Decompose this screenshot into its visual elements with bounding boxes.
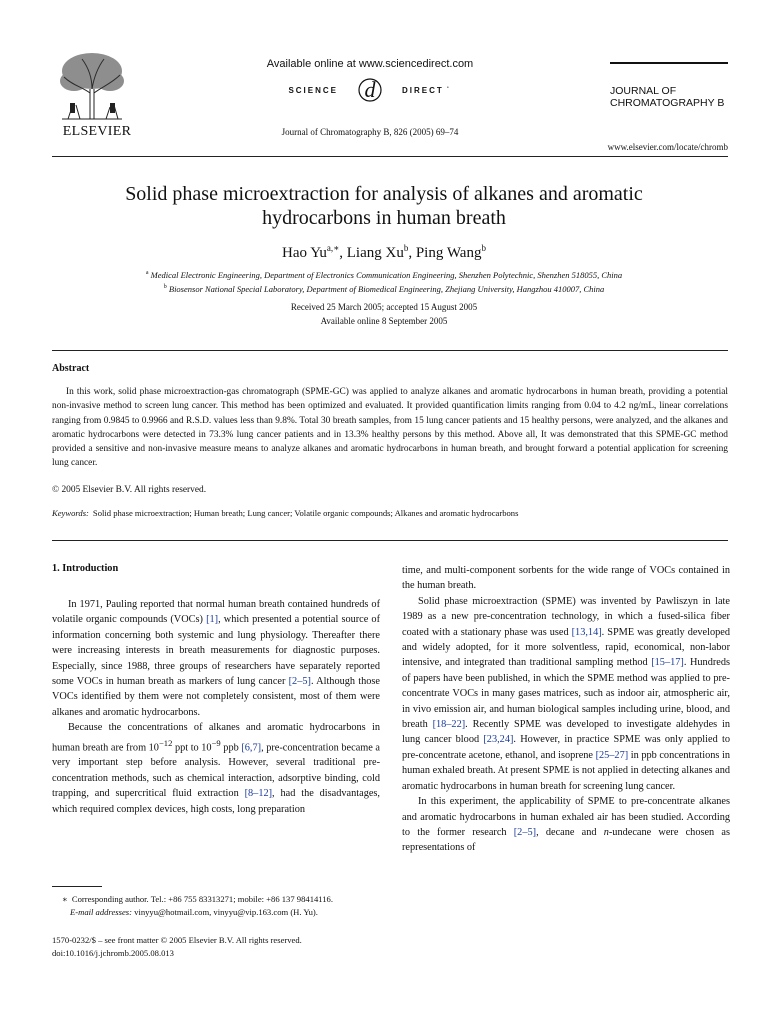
paragraph-text: . SPME was greatly developed and widely adopted, for it more solventless, rapid, economical, non-labor intensive, and integrated than traditional sampling method: [402, 626, 731, 669]
email-addresses[interactable]: vinyyu@hotmail.com, vinyyu@vip.163.com (H. Yu).: [134, 907, 318, 917]
paragraph-text: Solid phase microextraction (SPME) was invented by Pawliszyn in late 1989 as a new pre-concentration technology, in which a fused-silica fiber coated with a stationary phase was used: [402, 595, 730, 638]
intro-paragraph-2-continued: time, and multi-component sorbents for the wide range of VOCs contained in the human breath.: [402, 565, 730, 592]
author-list: [60, 243, 708, 262]
article-title: [60, 182, 708, 230]
journal-citation: Journal of Chromatography B, 826 (2005) 69–74: [281, 127, 459, 137]
intro-paragraph-4: [402, 794, 730, 856]
email-line: [52, 906, 392, 919]
citation-link[interactable]: [15–17]: [651, 657, 684, 669]
sciencedirect-logo: [270, 76, 470, 106]
citation-link[interactable]: [6,7]: [241, 742, 262, 754]
paragraph-text: ppb: [220, 742, 242, 754]
abstract-copyright: © 2005 Elsevier B.V. All rights reserved.: [52, 485, 207, 495]
publisher-name: ELSEVIER: [62, 124, 132, 139]
italic-n: n: [603, 826, 609, 838]
footnote: [52, 893, 392, 919]
title-line1: Solid phase microextraction for analysis of alkanes and aromatic: [125, 183, 643, 205]
citation-link[interactable]: [1]: [206, 614, 219, 626]
keywords: [52, 508, 728, 518]
corresponding-author: [52, 893, 392, 906]
journal-name: [610, 85, 740, 109]
front-matter-info: [52, 934, 302, 960]
elsevier-tree-logo: [52, 47, 132, 127]
available-online-date: Available online 8 September 2005: [320, 316, 448, 326]
abstract-heading: Abstract: [52, 363, 90, 374]
issn-line: 1570-0232/$ – see front matter © 2005 Elsevier B.V. All rights reserved.: [52, 935, 302, 945]
author-affiliation-mark[interactable]: a,∗: [326, 243, 340, 253]
citation-link[interactable]: [8–12]: [244, 788, 273, 800]
paragraph-text: . However, in practice SPME was only applied to pre-concentrate acetone, ethanol, and isoprene: [402, 734, 730, 761]
affiliation-mark: a: [145, 270, 149, 277]
footnote-rule: [52, 886, 102, 887]
paragraph-text: ppt to 10: [172, 742, 212, 754]
footnote-star: ∗: [62, 894, 68, 904]
paragraph-text: In this experiment, the applicability of SPME to pre-concentrate alkanes and aromatic hydrocarbons in human exhaled air has been studied. According to the former research: [402, 796, 730, 838]
author-name: Ping Wang: [415, 245, 482, 261]
affiliation-a: [60, 270, 708, 280]
affiliation-text: Medical Electronic Engineering, Department of Electronics Communication Engineering, Shenzhen Polytechnic, Shenzhen 518055, China: [150, 270, 623, 280]
intro-paragraph-1: [52, 597, 380, 720]
intro-paragraph-3: [402, 594, 730, 794]
exponent: −9: [211, 737, 221, 748]
sciencedirect-left: SCIENCE: [288, 86, 338, 95]
author-name: Hao Yu: [282, 245, 327, 261]
citation-link[interactable]: [25–27]: [595, 749, 629, 761]
author-separator: ,: [408, 245, 416, 261]
abstract-body: In this work, solid phase microextraction-gas chromatograph (SPME-GC) was applied to analyze alkanes and aromatic hydrocarbons in human breath, providing a potential non-invasive method to screen lung cancer. This method has been optimized and evaluated. It provided quantification limits ranging from 0.04 to 4.2 ng/mL, linear correlations ranging from 0.9845 to 0.9966 and R.S.D. values less than 9.8%. Total 30 breath samples, from 15 lung cancer patients and 15 healthy persons, were analyzed, and the alkanes and aromatic hydrocarbons were detected in 73.3% lung cancer patients and in 13.3% healthy persons by this method. Above all, It was demonstrated that this SPME-GC method provided a sensitive and non-invasive measure means to analyze alkanes and aromatic hydrocarbons in human breath, and brought forward a potential application for screening lung cancer.: [52, 387, 728, 469]
sciencedirect-right: DIRECT: [402, 86, 444, 95]
journal-name-line2: CHROMATOGRAPHY B: [610, 97, 725, 109]
journal-url[interactable]: www.elsevier.com/locate/chromb: [607, 142, 728, 152]
affiliation-mark: b: [163, 284, 167, 291]
sciencedirect-symbol: d: [364, 77, 376, 102]
abstract-top-rule: [52, 350, 728, 351]
journal-name-line1: JOURNAL OF: [610, 85, 677, 97]
citation-link[interactable]: [23,24]: [483, 734, 514, 746]
email-label: E-mail addresses:: [70, 907, 132, 917]
author-separator: ,: [339, 245, 347, 261]
author-affiliation-mark[interactable]: b: [481, 243, 486, 253]
citation-link[interactable]: [18–22]: [432, 719, 466, 731]
author-name: Liang Xu: [346, 245, 404, 261]
left-column: [52, 597, 380, 817]
affiliation-text: Biosensor National Special Laboratory, Department of Biomedical Engineering, Zhejiang University, Hangzhou 410007, China: [168, 284, 605, 294]
paragraph-text: -undecane were chosen as representations of: [402, 826, 730, 854]
right-column: [402, 563, 730, 856]
paragraph-text: , which presented a potential source of information concerning both systemic and lung physiology. Thereafter there were increasing interests in breath measurements for diagnostic purposes. Especially, since 1988, three groups of researchers have separately reported some VOCs in human breath as markers of lung cancer: [52, 614, 381, 688]
svg-text:•: •: [447, 86, 449, 91]
paragraph-text: . Hundreds of papers have been published, in which the SPME method was applied to pre-concentrate VOCs in many gases matrices, such as indoor air, atmospheric air, in vivo emission air, and human biological samples including urine, blood, and breath: [402, 657, 730, 731]
citation-link[interactable]: [13,14]: [571, 626, 602, 638]
title-line2: hydrocarbons in human breath: [262, 207, 506, 229]
paragraph-text: in ppb concentrations in human exhaled breath. At present SPME is not applied in detecting alkanes and aromatic hydrocarbons in human breath for screening lung cancer.: [402, 749, 730, 792]
section-heading-introduction: 1. Introduction: [52, 563, 119, 574]
abstract-bottom-rule: [52, 540, 728, 541]
doi-line[interactable]: doi:10.1016/j.jchromb.2005.08.013: [52, 948, 174, 958]
citation-link[interactable]: [2–5]: [288, 676, 311, 688]
intro-paragraph-2: [52, 720, 380, 817]
available-online-notice[interactable]: Available online at www.sciencedirect.com: [266, 58, 474, 70]
paragraph-text: In 1971, Pauling reported that normal human breath contained hundreds of volatile organic compounds (VOCs): [52, 599, 380, 626]
citation-link[interactable]: [2–5]: [513, 826, 537, 838]
paragraph-text: , had the disadvantages, which required complex devices, high costs, long preparation: [52, 788, 380, 815]
paragraph-text: . Recently SPME was developed to investigate aldehydes in lung cancer blood: [402, 719, 730, 746]
header-divider: [52, 156, 728, 157]
paragraph-text: Because the concentrations of alkanes and aromatic hydrocarbons in human breath are from 10: [52, 722, 380, 754]
affiliation-b: [60, 284, 708, 294]
journal-rule: [610, 62, 728, 64]
keywords-list: Solid phase microextraction; Human breath; Lung cancer; Volatile organic compounds; Alkanes and aromatic hydrocarbons: [92, 508, 519, 518]
paragraph-text: , decane and: [536, 826, 604, 838]
author-affiliation-mark[interactable]: b: [403, 243, 409, 253]
received-dates: Received 25 March 2005; accepted 15 August 2005: [290, 302, 478, 312]
exponent: −12: [158, 737, 173, 748]
paragraph-text: . Although those VOCs identified by them were not completely consistent, most of them were alkanes and aromatic hydrocarbons.: [52, 676, 380, 718]
corresponding-author-text: Corresponding author. Tel.: +86 755 83313271; mobile: +86 137 98414116.: [71, 894, 334, 904]
paragraph-text: , pre-concentration became a very important step before analysis. However, several traditional pre-concentration methods, such as chemical interaction, adsorptive binding, cold trapping, and supercritical fluid extraction: [52, 742, 380, 800]
keywords-label: Keywords:: [52, 508, 89, 518]
